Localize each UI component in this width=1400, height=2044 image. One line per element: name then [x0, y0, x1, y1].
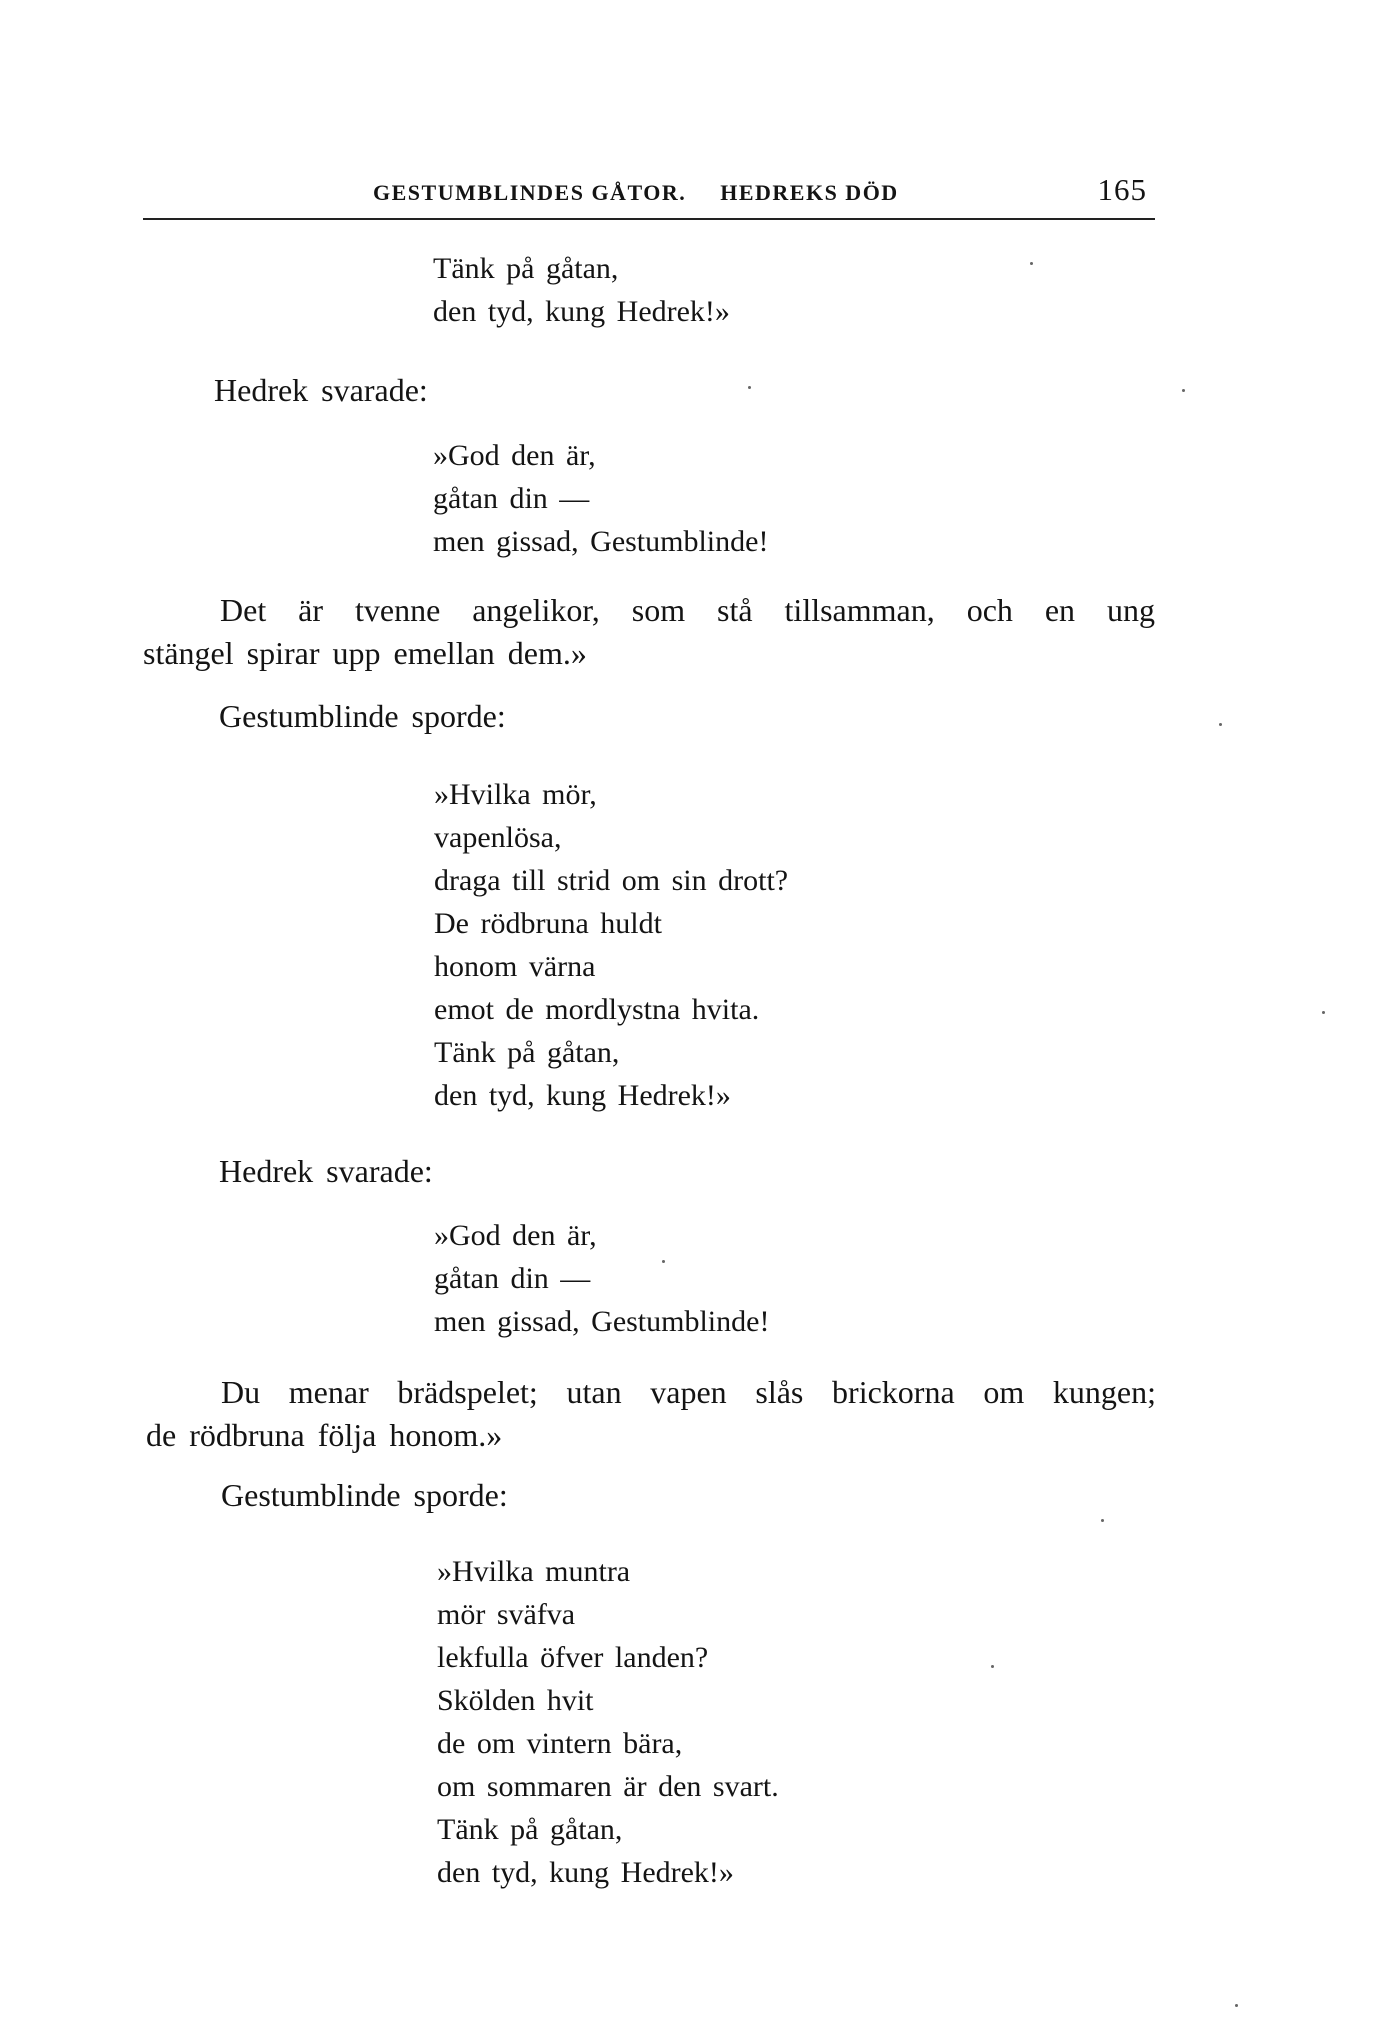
- verse-line: gåtan din —: [434, 1262, 591, 1295]
- prose-line: Du menar brädspelet; utan vapen slås brickorna om kungen;: [221, 1374, 1156, 1410]
- verse-line: draga till strid om sin drott?: [434, 864, 789, 897]
- verse-line: vapenlösa,: [434, 821, 562, 854]
- running-title-left: GESTUMBLINDES GÅTOR.: [373, 180, 687, 205]
- header-rule: [143, 218, 1155, 220]
- verse-line: Tänk på gåtan,: [433, 252, 619, 285]
- page-number: 165: [1097, 172, 1147, 207]
- verse-line: men gissad, Gestumblinde!: [433, 525, 769, 558]
- verse-block-5: [437, 1550, 779, 1894]
- verse-line: »Hvilka muntra: [437, 1555, 631, 1588]
- verse-block-4: [434, 1214, 769, 1343]
- verse-line: Tänk på gåtan,: [437, 1813, 623, 1846]
- scan-speck: [991, 1665, 994, 1668]
- prose-line: de rödbruna följa honom.»: [146, 1417, 503, 1453]
- verse-line: gåtan din —: [433, 482, 590, 515]
- prose-line: Det är tvenne angelikor, som stå tillsamman, och en ung: [220, 592, 1155, 628]
- prose-line: stängel spirar upp emellan dem.»: [143, 635, 587, 671]
- verse-line: lekfulla öfver landen?: [437, 1641, 709, 1674]
- speaker-line-3: Hedrek svarade:: [219, 1153, 433, 1189]
- speaker-line-1: Hedrek svarade:: [214, 372, 428, 408]
- verse-line: »Hvilka mör,: [434, 778, 597, 811]
- verse-block-3: [434, 773, 788, 1117]
- scan-speck: [748, 386, 751, 389]
- scan-speck: [1219, 723, 1222, 726]
- verse-line: »God den är,: [433, 439, 596, 472]
- verse-line: om sommaren är den svart.: [437, 1770, 779, 1803]
- verse-line: den tyd, kung Hedrek!»: [433, 295, 730, 328]
- scan-speck: [1030, 262, 1033, 265]
- verse-line: Tänk på gåtan,: [434, 1036, 620, 1069]
- scan-speck: [1101, 1519, 1104, 1522]
- verse-line: mör sväfva: [437, 1598, 576, 1631]
- verse-line: den tyd, kung Hedrek!»: [437, 1856, 734, 1889]
- prose-paragraph-1: [143, 589, 1155, 675]
- scan-speck: [1322, 1011, 1325, 1014]
- verse-block-1: [433, 247, 730, 333]
- prose-paragraph-2: [146, 1371, 1156, 1457]
- speaker-line-2: Gestumblinde sporde:: [219, 698, 506, 734]
- scan-speck: [1182, 389, 1185, 392]
- verse-line: »God den är,: [434, 1219, 597, 1252]
- running-title: [373, 180, 899, 206]
- speaker-line-4: Gestumblinde sporde:: [221, 1477, 508, 1513]
- scan-speck: [662, 1260, 665, 1263]
- verse-line: men gissad, Gestumblinde!: [434, 1305, 770, 1338]
- verse-line: den tyd, kung Hedrek!»: [434, 1079, 731, 1112]
- running-header: [143, 172, 1155, 208]
- verse-line: emot de mordlystna hvita.: [434, 993, 760, 1026]
- verse-line: Skölden hvit: [437, 1684, 594, 1717]
- verse-block-2: [433, 434, 768, 563]
- scan-speck: [1235, 2004, 1238, 2007]
- verse-line: De rödbruna huldt: [434, 907, 662, 940]
- running-title-right: HEDREKS DÖD: [720, 180, 899, 205]
- verse-line: honom värna: [434, 950, 596, 983]
- verse-line: de om vintern bära,: [437, 1727, 683, 1760]
